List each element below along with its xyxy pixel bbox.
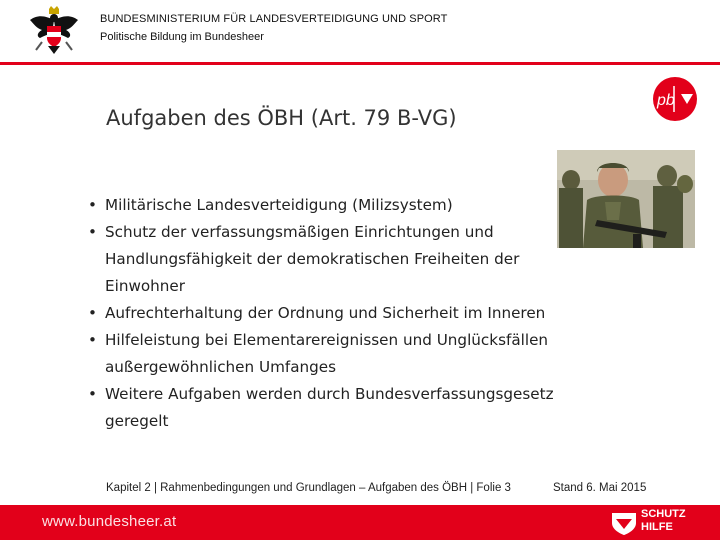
bullet-item (88, 381, 605, 435)
austrian-eagle-icon (28, 6, 80, 56)
bullet-item (88, 219, 525, 300)
bullet-text: Aufrechterhaltung der Ordnung und Sicherheit im Inneren (105, 304, 546, 322)
slide-header (0, 0, 720, 62)
bullet-marker: • (88, 223, 97, 241)
footer-chapter-info: Kapitel 2 | Rahmenbedingungen und Grundlagen – Aufgaben des ÖBH | Folie 3 (106, 482, 511, 494)
bullet-marker: • (88, 385, 97, 403)
bullet-item (88, 327, 605, 381)
header-subtitle: Politische Bildung im Bundesheer (100, 31, 264, 43)
bullet-text: Weitere Aufgaben werden durch Bundesverfassungsgesetz geregelt (105, 385, 554, 430)
website-link[interactable]: www.bundesheer.at (42, 513, 177, 530)
bullet-item (88, 300, 605, 327)
bullet-marker: • (88, 331, 97, 349)
bullet-item (88, 192, 525, 219)
header-divider (0, 62, 720, 65)
campaign-line-1: SCHUTZ (641, 508, 686, 520)
bottom-bar (0, 505, 720, 540)
bullet-text: Militärische Landesverteidigung (Milizsystem) (105, 196, 453, 214)
bullet-text: Hilfeleistung bei Elementarereignissen und Unglücksfällen außergewöhnlichen Umfanges (105, 331, 549, 376)
bullet-text: Schutz der verfassungsmäßigen Einrichtungen und Handlungsfähigkeit der demokratischen Freiheiten der Einwohner (105, 223, 520, 295)
ministry-name: BUNDESMINISTERIUM FÜR LANDESVERTEIDIGUNG UND SPORT (100, 13, 448, 25)
bullet-marker: • (88, 304, 97, 322)
pb-logo-text: pb (657, 92, 675, 109)
bullet-marker: • (88, 196, 97, 214)
footer-date: Stand 6. Mai 2015 (553, 482, 647, 494)
bullet-list (88, 192, 608, 435)
pb-logo-icon (652, 76, 698, 122)
slide-title: Aufgaben des ÖBH (Art. 79 B-VG) (106, 106, 457, 130)
campaign-line-2: HILFE (641, 521, 673, 533)
